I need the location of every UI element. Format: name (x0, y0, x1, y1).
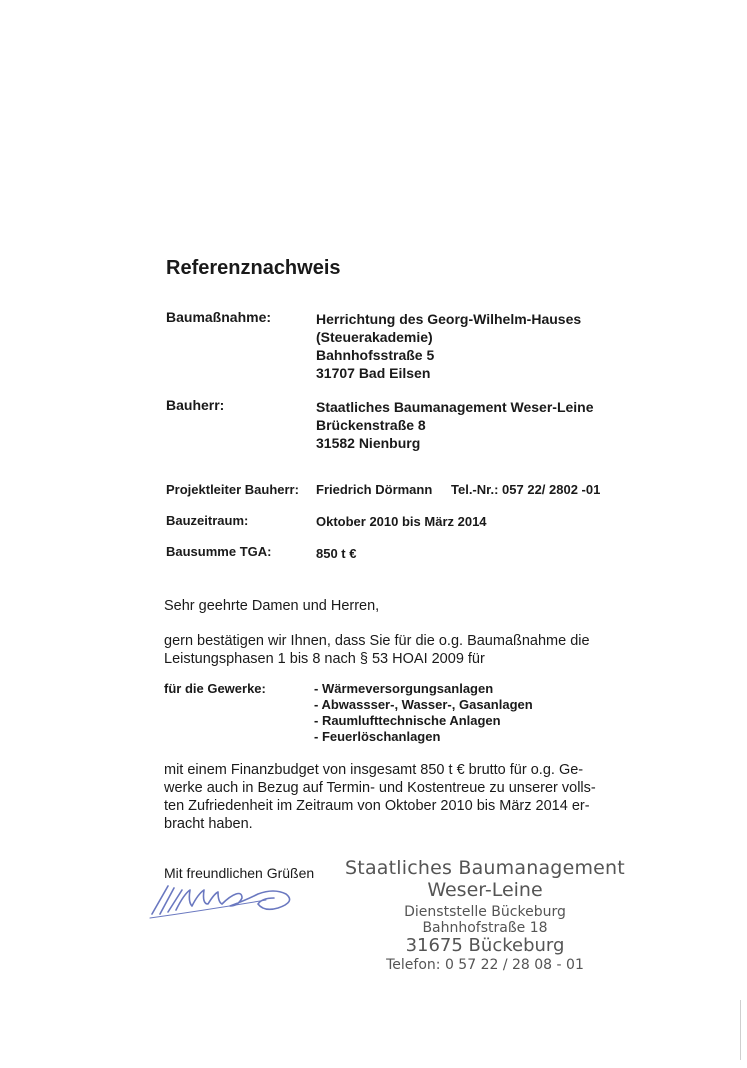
baumassnahme-line: 31707 Bad Eilsen (316, 365, 431, 381)
baumassnahme-line: (Steuerakademie) (316, 329, 433, 345)
signature-drawing (146, 880, 306, 920)
signature (146, 880, 306, 925)
gewerke-item: - Feuerlöschanlagen (314, 729, 441, 744)
bauherr-line: Staatliches Baumanagement Weser-Leine (316, 399, 594, 415)
stamp-line: 31675 Bückeburg (405, 934, 565, 956)
bauherr-line: 31582 Nienburg (316, 435, 421, 451)
document-title: Referenznachweis (166, 257, 341, 279)
stamp-line: Bahnhofstraße 18 (422, 919, 548, 936)
stamp-line: Telefon: 0 57 22 / 28 08 - 01 (386, 956, 584, 973)
stamp-line: Dienststelle Bückeburg (404, 903, 566, 920)
gewerke-label: für die Gewerke: (164, 681, 266, 696)
paragraph-line: mit einem Finanzbudget von insgesamt 850 t € brutto für o.g. Ge- (164, 762, 584, 778)
gewerke-item: - Wärmeversorgungsanlagen (314, 681, 494, 696)
paragraph-line: gern bestätigen wir Ihnen, dass Sie für die o.g. Baumaßnahme die (164, 633, 590, 649)
gewerke-list (314, 681, 533, 745)
paragraph-line: werke auch in Bezug auf Termin- und Kostentreue zu unserer volls- (164, 780, 596, 796)
paragraph-budget (164, 761, 614, 833)
stamp-line: Weser-Leine (427, 878, 543, 901)
projektleiter-label: Projektleiter Bauherr: (166, 482, 299, 497)
projektleiter-name: Friedrich Dörmann (316, 482, 433, 497)
bauzeitraum-value: Oktober 2010 bis März 2014 (316, 514, 487, 529)
bausumme-value: 850 t € (316, 546, 357, 561)
bauherr-value (316, 398, 594, 452)
bauherr-label: Bauherr: (166, 397, 225, 413)
bauherr-line: Brückenstraße 8 (316, 417, 426, 433)
baumassnahme-line: Herrichtung des Georg-Wilhelm-Hauses (316, 311, 582, 327)
office-stamp (340, 858, 630, 973)
paragraph-intro (164, 632, 614, 668)
stamp-line: Staatliches Baumanagement (345, 857, 625, 879)
gewerke-item: - Raumlufttechnische Anlagen (314, 713, 501, 728)
baumassnahme-value (316, 310, 581, 382)
baumassnahme-label: Baumaßnahme: (166, 309, 272, 325)
bausumme-label: Bausumme TGA: (166, 544, 272, 559)
gewerke-item: - Abwassser-, Wasser-, Gasanlagen (314, 697, 533, 712)
projektleiter-tel: Tel.-Nr.: 057 22/ 2802 -01 (451, 482, 601, 497)
paragraph-line: bracht haben. (164, 816, 253, 832)
scan-edge-divider (740, 1000, 741, 1060)
paragraph-line: ten Zufriedenheit im Zeitraum von Oktober 2010 bis März 2014 er- (164, 798, 590, 814)
salutation: Sehr geehrte Damen und Herren, (164, 598, 380, 614)
bauzeitraum-label: Bauzeitraum: (166, 513, 249, 528)
closing: Mit freundlichen Grüßen (164, 865, 315, 881)
paragraph-line: Leistungsphasen 1 bis 8 nach § 53 HOAI 2009 für (164, 651, 485, 667)
baumassnahme-line: Bahnhofsstraße 5 (316, 347, 435, 363)
